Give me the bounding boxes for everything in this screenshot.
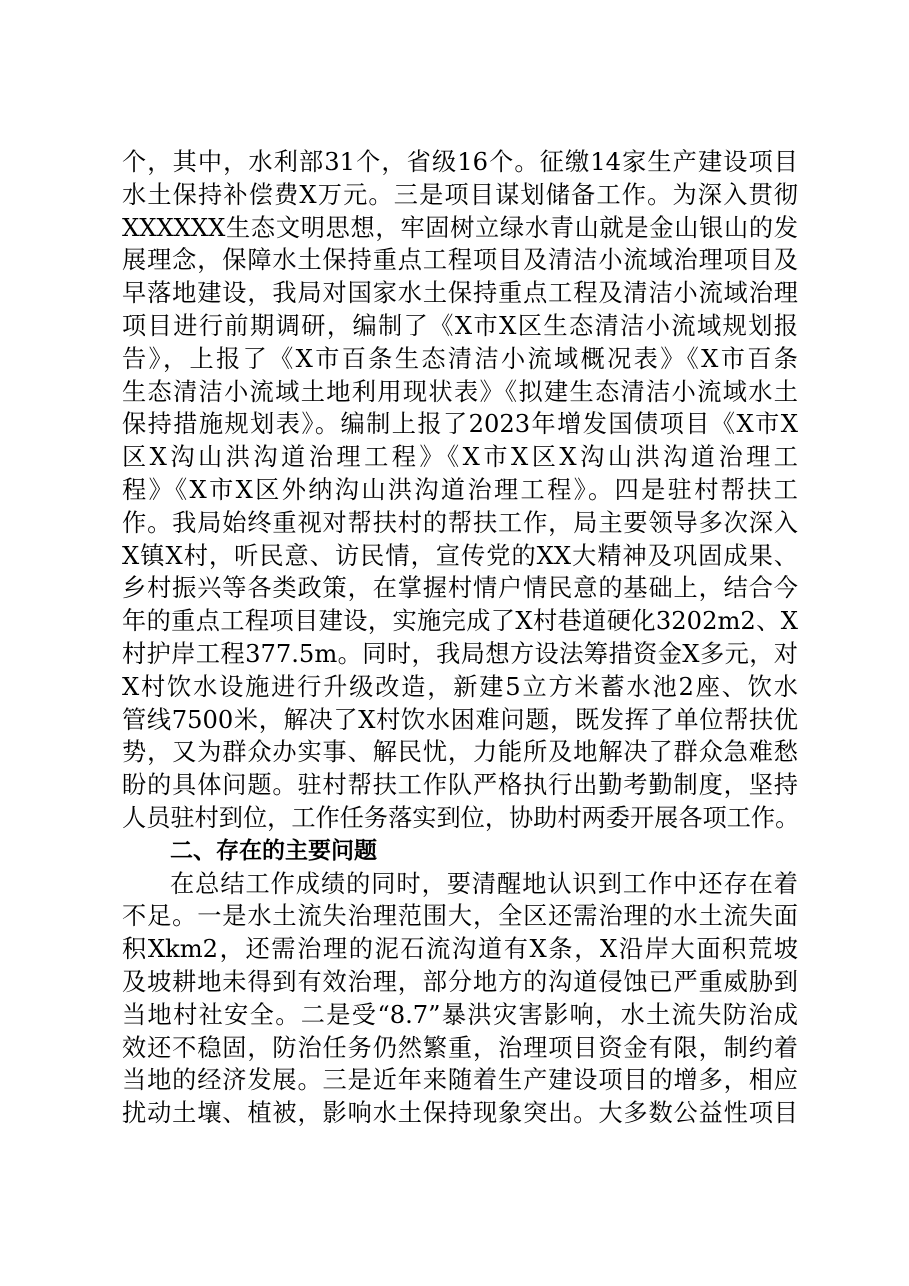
paragraph-line: 程》《X市X区外纳沟山洪沟道治理工程》。四是驻村帮扶工 — [122, 475, 798, 504]
paragraph-line: X镇X村，听民意、访民情，宣传党的XX大精神及巩固成果、 — [122, 541, 798, 570]
paragraph-line: 作。我局始终重视对帮扶村的帮扶工作，局主要领导多次深入 — [122, 508, 798, 537]
paragraph-line: 村护岸工程377.5m。同时，我局想方设法筹措资金X多元，对 — [122, 639, 798, 668]
paragraph-line: 乡村振兴等各类政策，在掌握村情户情民意的基础上，结合今 — [122, 574, 798, 603]
paragraph-line: 及坡耕地未得到有效治理，部分地方的沟道侵蚀已严重威胁到 — [122, 967, 798, 996]
paragraph-line: 告》，上报了《X市百条生态清洁小流域概况表》《X市百条 — [122, 344, 798, 373]
paragraph-line: 人员驻村到位，工作任务落实到位，协助村两委开展各项工作。 — [122, 803, 800, 832]
paragraph-line: 管线7500米，解决了X村饮水困难问题，既发挥了单位帮扶优 — [122, 705, 798, 734]
paragraph-line: 当地村社安全。二是受“8.7”暴洪灾害影响，水土流失防治成 — [122, 1000, 798, 1029]
paragraph-line: XXXXXX生态文明思想，牢固树立绿水青山就是金山银山的发 — [122, 213, 798, 242]
paragraph-line: 效还不稳固，防治任务仍然繁重，治理项目资金有限，制约着 — [122, 1033, 798, 1062]
paragraph-line: X村饮水设施进行升级改造，新建5立方米蓄水池2座、饮水 — [122, 672, 798, 701]
section-heading: 二、存在的主要问题 — [170, 837, 377, 864]
paragraph-line: 盼的具体问题。驻村帮扶工作队严格执行出勤考勤制度，坚持 — [122, 771, 798, 800]
paragraph-line: 早落地建设，我局对国家水土保持重点工程及清洁小流域治理 — [122, 279, 798, 308]
paragraph-line: 区X沟山洪沟道治理工程》《X市X区X沟山洪沟道治理工 — [122, 443, 798, 472]
paragraph-line: 在总结工作成绩的同时，要清醒地认识到工作中还存在着 — [170, 869, 798, 898]
paragraph-line: 水土保持补偿费X万元。三是项目谋划储备工作。为深入贯彻 — [122, 180, 798, 209]
paragraph-line: 不足。一是水土流失治理范围大，全区还需治理的水土流失面 — [122, 902, 798, 931]
paragraph-line: 生态清洁小流域土地利用现状表》《拟建生态清洁小流域水土 — [122, 377, 798, 406]
paragraph-line: 项目进行前期调研，编制了《X市X区生态清洁小流域规划报 — [122, 311, 798, 340]
paragraph-line: 保持措施规划表》。编制上报了2023年增发国债项目《X市X — [122, 410, 798, 439]
paragraph-line: 扰动土壤、植被，影响水土保持现象突出。大多数公益性项目 — [122, 1099, 798, 1128]
paragraph-line: 势，又为群众办实事、解民忧，力能所及地解决了群众急难愁 — [122, 738, 798, 767]
paragraph-line: 展理念，保障水土保持重点工程项目及清洁小流域治理项目及 — [122, 246, 798, 275]
paragraph-line: 积Xkm2，还需治理的泥石流沟道有X条，X沿岸大面积荒坡 — [122, 935, 798, 964]
paragraph-line: 年的重点工程项目建设，实施完成了X村巷道硬化3202m2、X — [122, 607, 798, 636]
paragraph-line: 当地的经济发展。三是近年来随着生产建设项目的增多，相应 — [122, 1066, 798, 1095]
document-body — [122, 146, 798, 1130]
paragraph-line: 个，其中，水利部31个，省级16个。征缴14家生产建设项目 — [122, 148, 798, 176]
